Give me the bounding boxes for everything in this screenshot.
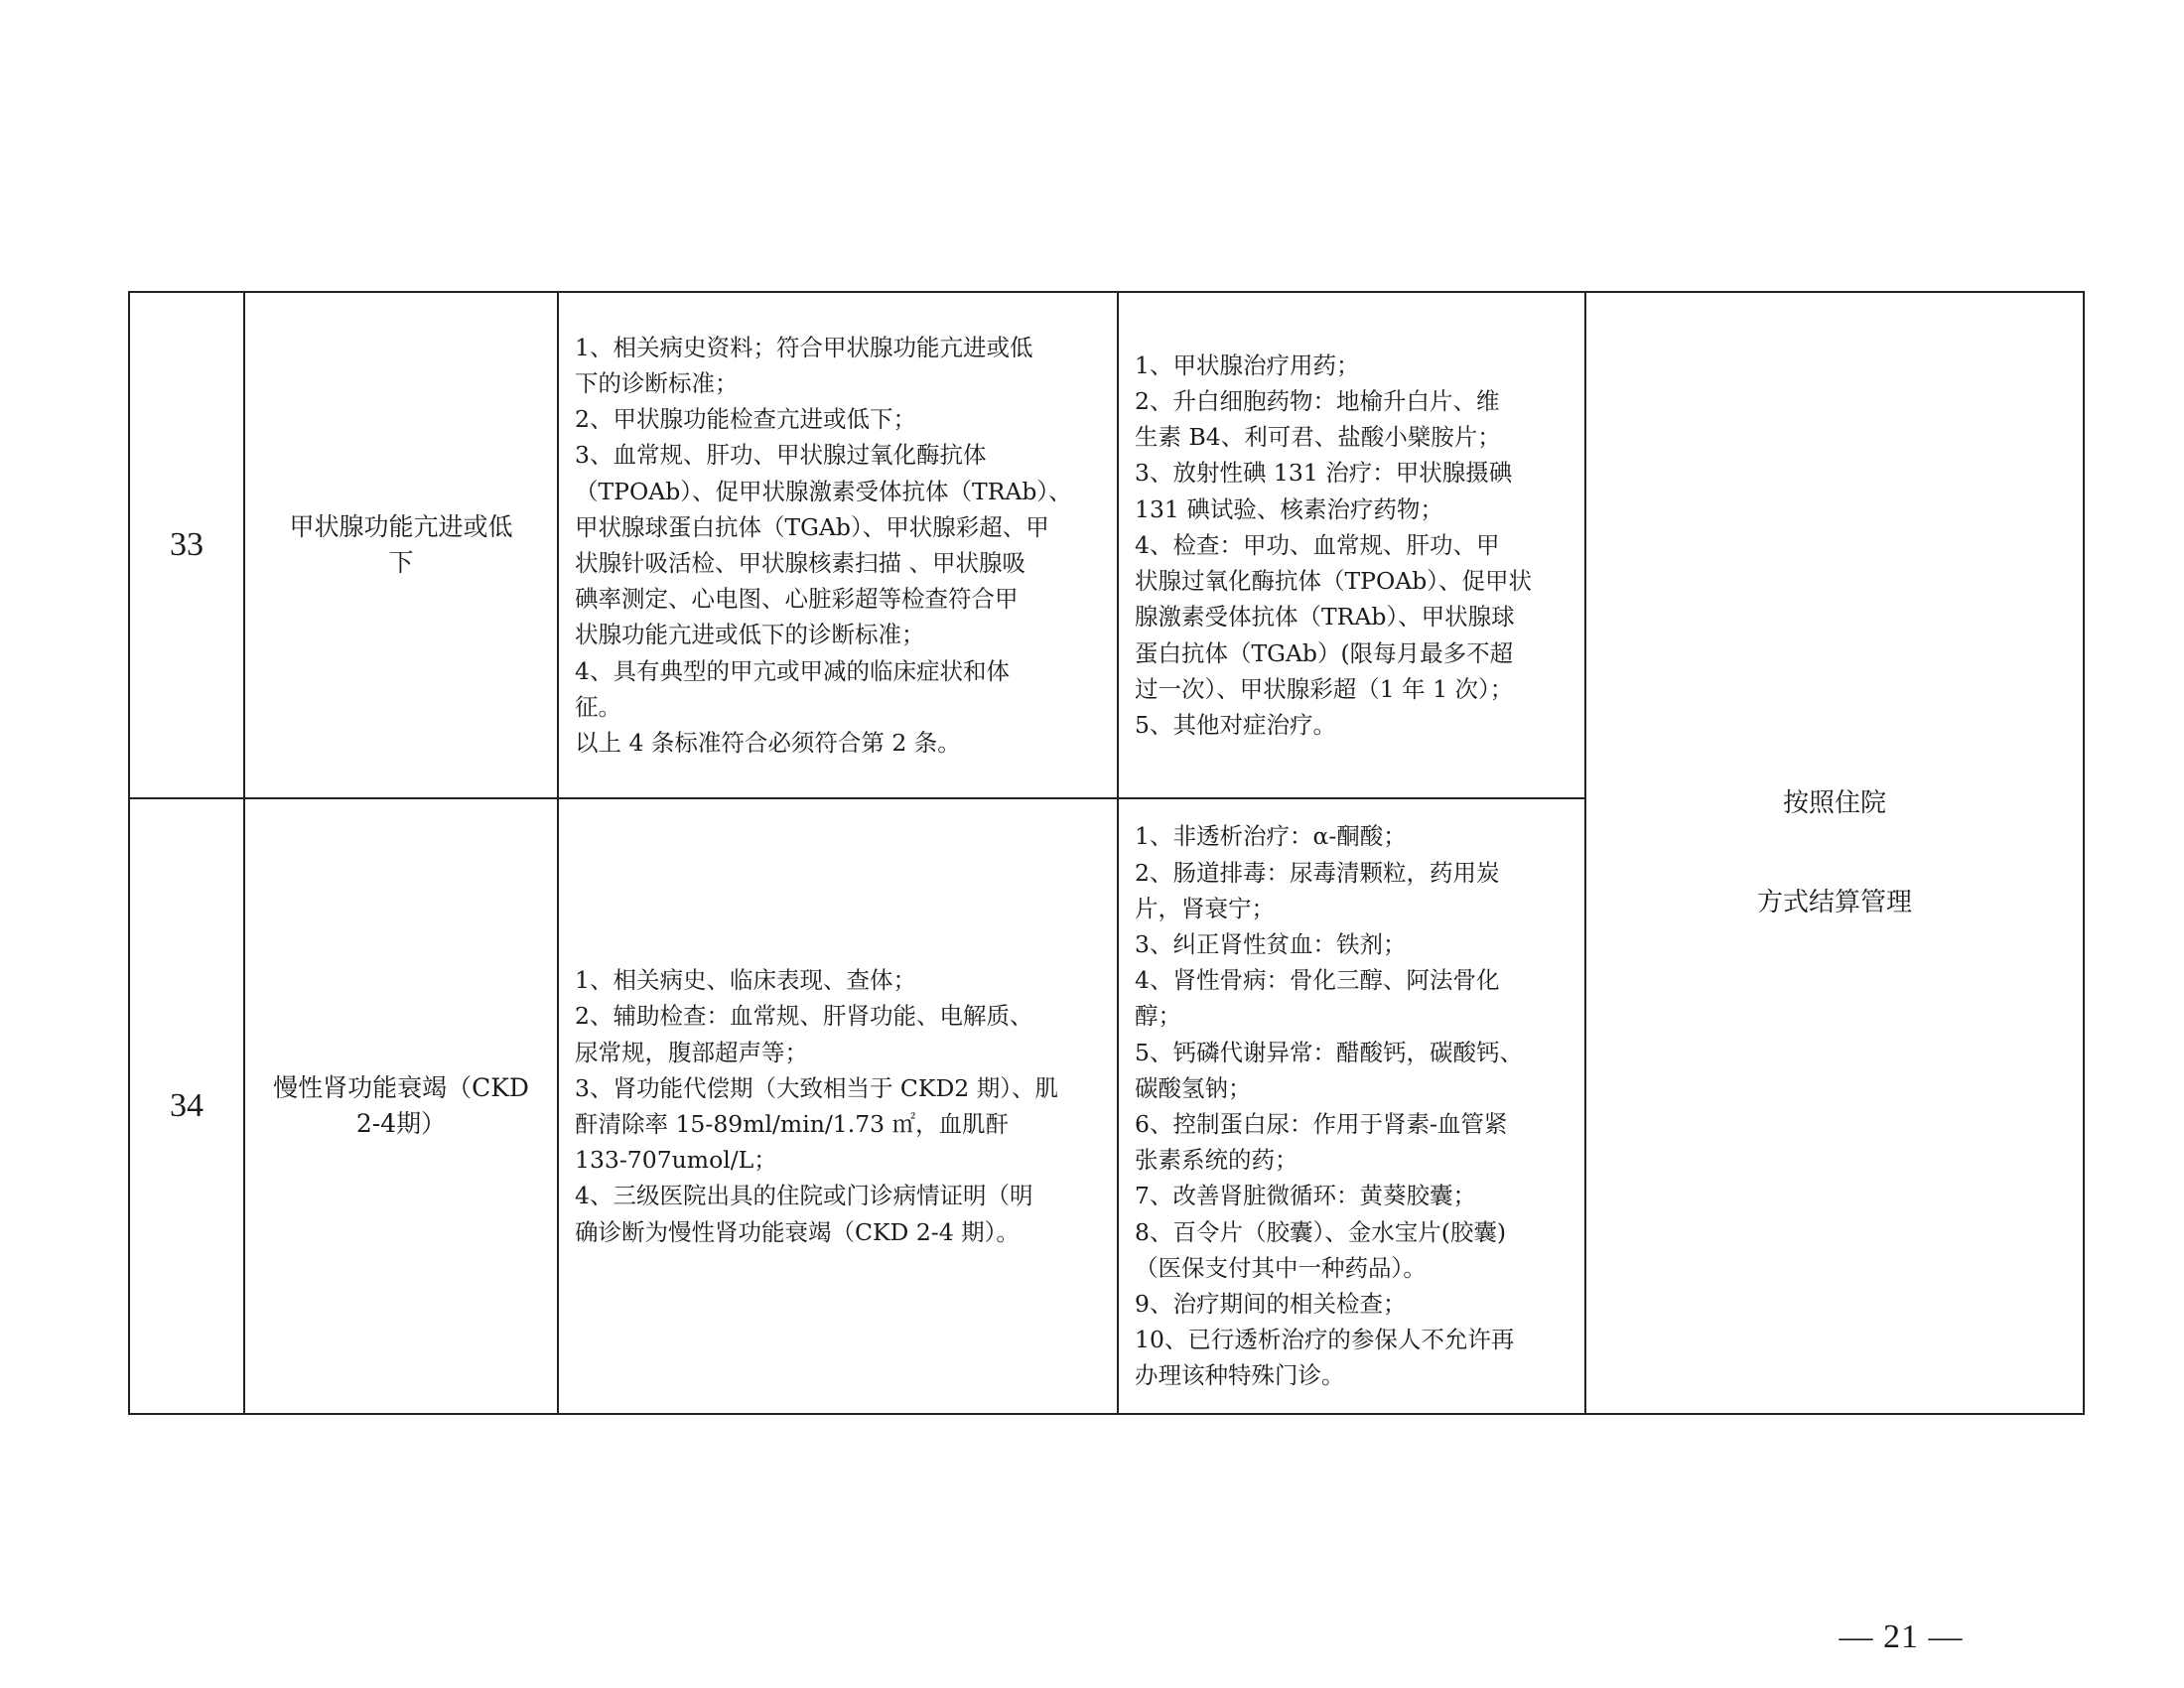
criteria-line: 酐清除率 15-89ml/min/1.73 ㎡，血肌酐 [575,1110,1010,1138]
scope-line: 办理该种特殊门诊。 [1135,1361,1345,1390]
disease-name [244,798,558,1414]
disease-name [244,292,558,798]
criteria-line: 1、相关病史资料；符合甲状腺功能亢进或低 [575,333,1033,361]
scope-line: 状腺过氧化酶抗体（TPOAb）、促甲状 [1135,567,1533,596]
criteria-line: 甲状腺球蛋白抗体（TGAb）、甲状腺彩超、甲 [575,512,1049,541]
disease-name-line: 慢性肾功能衰竭（CKD [273,1073,529,1102]
scope-line: 6、控制蛋白尿：作用于肾素-血管紧 [1135,1110,1508,1138]
scope-line: 张素系统的药； [1135,1146,1298,1175]
row-number: 33 [129,292,244,798]
scope-line: 4、肾性骨病：骨化三醇、阿法骨化 [1135,966,1500,995]
disease-name-line: 2-4期） [355,1109,447,1138]
disease-name-line: 甲状腺功能亢进或低 [289,512,513,541]
criteria-line: 4、三级医院出具的住院或门诊病情证明（明 [575,1182,1033,1210]
scope-line: 5、钙磷代谢异常：醋酸钙，碳酸钙、 [1135,1038,1523,1066]
scope-line: 7、改善肾脏微循环：黄葵胶囊； [1135,1182,1476,1210]
scope-line: 3、纠正肾性贫血：铁剂； [1135,929,1407,958]
criteria-line: 状腺针吸活检、甲状腺核素扫描 、甲状腺吸 [575,549,1025,577]
scope-line: 2、肠道排毒：尿毒清颗粒，药用炭 [1135,858,1500,887]
scope-line: 3、放射性碘 131 治疗：甲状腺摄碘 [1135,459,1513,488]
criteria-line: 下的诊断标准； [575,368,739,397]
diagnosis-criteria [558,292,1118,798]
scope-line: 1、非透析治疗：α-酮酸； [1135,822,1407,851]
row-number: 34 [129,798,244,1414]
criteria-line: 征。 [575,692,621,721]
scope-line: 醇； [1135,1002,1181,1031]
scope-line: 131 碘试验、核素治疗药物； [1135,494,1443,523]
criteria-line: 碘率测定、心电图、心脏彩超等检查符合甲 [575,585,1019,614]
criteria-line: 2、辅助检查：血常规、肝肾功能、电解质、 [575,1002,1033,1031]
scope-line: 4、检查：甲功、血常规、肝功、甲 [1135,530,1500,559]
disease-name-line: 下 [388,548,414,577]
scope-line: 过一次）、甲状腺彩超（1 年 1 次）； [1135,674,1514,703]
treatment-scope [1118,292,1585,798]
scope-line: 9、治疗期间的相关检查； [1135,1290,1407,1319]
criteria-line: 确诊断为慢性肾功能衰竭（CKD 2-4 期）。 [575,1217,1020,1246]
scope-line: （医保支付其中一种药品）。 [1135,1253,1427,1282]
scope-line: 碳酸氢钠； [1135,1073,1252,1102]
diagnosis-criteria [558,798,1118,1414]
document-table [128,291,2085,1415]
scope-line: 10、已行透析治疗的参保人不允许再 [1135,1326,1515,1354]
scope-line: 腺激素受体抗体（TRAb）、甲状腺球 [1135,603,1515,632]
page-number: — 21 — [1839,1618,1964,1655]
criteria-line: 以上 4 条标准符合必须符合第 2 条。 [575,729,961,758]
scope-line: 片，肾衰宁； [1135,894,1275,922]
treatment-scope [1118,798,1585,1414]
criteria-line: 4、具有典型的甲亢或甲减的临床症状和体 [575,656,1010,685]
criteria-line: （TPOAb）、促甲状腺激素受体抗体（TRAb）、 [575,477,1072,505]
scope-line: 8、百令片（胶囊）、金水宝片(胶囊) [1135,1217,1507,1246]
criteria-line: 3、肾功能代偿期（大致相当于 CKD2 期）、肌 [575,1073,1058,1102]
criteria-line: 尿常规，腹部超声等； [575,1038,808,1066]
scope-line: 2、升白细胞药物：地榆升白片、维 [1135,387,1500,416]
scope-line: 生素 B4、利可君、盐酸小檗胺片； [1135,423,1501,452]
criteria-line: 1、相关病史、临床表现、查体； [575,966,916,995]
table-row [129,292,2084,798]
criteria-line: 133-707umol/L； [575,1146,777,1175]
scope-line: 1、甲状腺治疗用药； [1135,351,1360,379]
scope-line: 5、其他对症治疗。 [1135,710,1336,739]
settlement-line: 方式结算管理 [1756,888,1912,917]
settlement-line: 按照住院 [1782,788,1886,818]
criteria-line: 状腺功能亢进或低下的诊断标准； [575,621,925,649]
criteria-line: 3、血常规、肝功、甲状腺过氧化酶抗体 [575,441,987,470]
criteria-line: 2、甲状腺功能检查亢进或低下； [575,405,916,434]
scope-line: 蛋白抗体（TGAb）(限每月最多不超 [1135,638,1514,667]
settlement-method [1585,292,2084,1414]
